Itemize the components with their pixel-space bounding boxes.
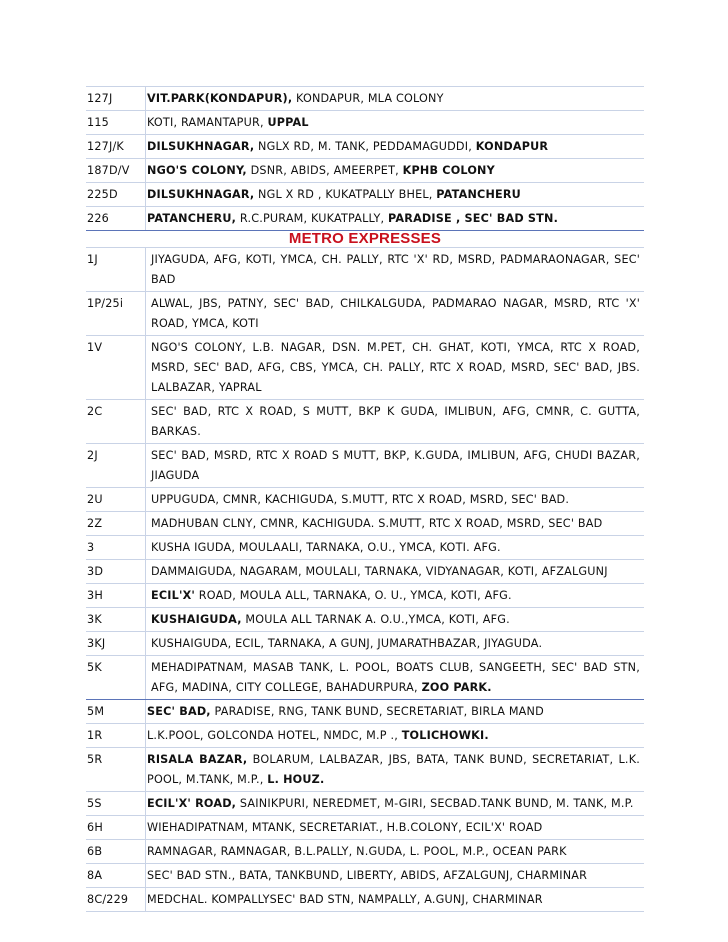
route-code: 2C — [86, 400, 146, 444]
table-row — [86, 159, 644, 183]
route-stop-text: PARADISE, RNG, TANK BUND, SECRETARIAT, BIRLA MAND — [210, 705, 544, 718]
table-row — [86, 512, 644, 536]
route-stop-text: DAMMAIGUDA, NAGARAM, MOULALI, TARNAKA, VIDYANAGAR, KOTI, AFZALGUNJ — [151, 565, 608, 578]
table-row — [86, 792, 644, 816]
table-row — [86, 207, 644, 231]
table-row — [86, 444, 644, 488]
route-stops — [146, 608, 645, 632]
metro-heading-section — [86, 231, 644, 248]
route-stops — [146, 632, 645, 656]
route-stop-text: KOTI, RAMANTAPUR, — [147, 116, 268, 129]
route-terminal: VIT.PARK(KONDAPUR), — [147, 92, 293, 105]
table-row — [86, 888, 644, 912]
route-terminal: ECIL'X' ROAD, — [147, 797, 237, 810]
route-stops — [146, 584, 645, 608]
route-stops — [146, 135, 645, 159]
route-terminal: NGO'S COLONY, — [147, 164, 247, 177]
route-stops — [146, 888, 645, 912]
table-row — [86, 700, 644, 724]
route-stop-text: NGL X RD , KUKATPALLY BHEL, — [254, 188, 437, 201]
route-stop-text: R.C.PURAM, KUKATPALLY, — [236, 212, 389, 225]
route-code: 3H — [86, 584, 146, 608]
route-stop-text: MOULA ALL TARNAK A. O.U.,YMCA, KOTI, AFG. — [241, 613, 510, 626]
route-terminal: PARADISE , SEC' BAD STN. — [388, 212, 559, 225]
route-code: 1V — [86, 336, 146, 400]
route-code: 2J — [86, 444, 146, 488]
route-stop-text: ALWAL, JBS, PATNY, SEC' BAD, CHILKALGUDA, PADMARAO NAGAR, MSRD, RTC 'X' ROAD, YMCA, KOTI — [151, 297, 640, 330]
route-stop-text: SEC' BAD STN., BATA, TANKBUND, LIBERTY, ABIDS, AFZALGUNJ, CHARMINAR — [147, 869, 588, 882]
route-stop-text: KONDAPUR, MLA COLONY — [292, 92, 444, 105]
route-stops — [146, 400, 645, 444]
route-code: 127J — [86, 87, 146, 111]
route-stop-text: SAINIKPURI, NEREDMET, M-GIRI, SECBAD.TANK BUND, M. TANK, M.P. — [236, 797, 634, 810]
route-code: 3 — [86, 536, 146, 560]
table-row — [86, 87, 644, 111]
route-terminal: SEC' BAD, — [147, 705, 211, 718]
table-row — [86, 135, 644, 159]
table-row — [86, 632, 644, 656]
route-code: 2Z — [86, 512, 146, 536]
route-stops — [146, 700, 645, 724]
table-row — [86, 656, 644, 700]
route-stop-text: BOLARUM, LALBAZAR, JBS, BATA, TANK BUND, SECRETARIAT, L.K. POOL, M.TANK, M.P., — [147, 753, 640, 786]
route-stop-text: MEHADIPATNAM, MASAB TANK, L. POOL, BOATS CLUB, SANGEETH, SEC' BAD STN, AFG, MADINA, CITY COLLEGE, BAHADURPURA, — [151, 661, 640, 694]
route-code: 5R — [86, 748, 146, 792]
route-terminal: RISALA BAZAR, — [147, 753, 248, 766]
table-row — [86, 748, 644, 792]
route-terminal: KPHB COLONY — [402, 164, 495, 177]
table-row — [86, 840, 644, 864]
route-code: 225D — [86, 183, 146, 207]
route-stop-text: DSNR, ABIDS, AMEERPET, — [246, 164, 403, 177]
metro-heading-row — [86, 231, 644, 248]
table-row — [86, 248, 644, 292]
route-stop-text: RAMNAGAR, RAMNAGAR, B.L.PALLY, N.GUDA, L. POOL, M.P., OCEAN PARK — [147, 845, 567, 858]
route-stops — [146, 512, 645, 536]
route-code: 6B — [86, 840, 146, 864]
table-row — [86, 488, 644, 512]
route-terminal: DILSUKHNAGAR, — [147, 140, 255, 153]
route-stops — [146, 207, 645, 231]
route-stop-text: SEC' BAD, RTC X ROAD, S MUTT, BKP K GUDA, IMLIBUN, AFG, CMNR, C. GUTTA, BARKAS. — [151, 405, 640, 438]
route-code: 5M — [86, 700, 146, 724]
section-heading: METRO EXPRESSES — [86, 231, 644, 248]
route-stops — [146, 444, 645, 488]
route-stop-text: WIEHADIPATNAM, MTANK, SECRETARIAT., H.B.COLONY, ECIL'X' ROAD — [147, 821, 543, 834]
route-code: 226 — [86, 207, 146, 231]
route-stops — [146, 248, 645, 292]
table-row — [86, 724, 644, 748]
route-terminal: PATANCHERU, — [147, 212, 237, 225]
route-stops — [146, 748, 645, 792]
route-stops — [146, 159, 645, 183]
route-stops — [146, 183, 645, 207]
route-stops — [146, 292, 645, 336]
route-stop-text: L.K.POOL, GOLCONDA HOTEL, NMDC, M.P ., — [147, 729, 402, 742]
metro-routes — [86, 248, 644, 700]
route-stops — [146, 864, 645, 888]
table-row — [86, 400, 644, 444]
table-row — [86, 111, 644, 135]
route-code: 6H — [86, 816, 146, 840]
route-stops — [146, 87, 645, 111]
route-code: 1P/25i — [86, 292, 146, 336]
route-terminal: DILSUKHNAGAR, — [147, 188, 255, 201]
route-terminal: TOLICHOWKI. — [401, 729, 489, 742]
route-stop-text: NGO'S COLONY, L.B. NAGAR, DSN. M.PET, CH. GHAT, KOTI, YMCA, RTC X ROAD, MSRD, SEC' BAD, AFG, CBS, YMCA, CH. PALLY, RTC X ROAD, MSRD, SEC' BAD, JBS. LALBAZAR, YAPRAL — [151, 341, 640, 394]
route-stop-text: ROAD, MOULA ALL, TARNAKA, O. U., YMCA, KOTI, AFG. — [195, 589, 512, 602]
route-stops — [146, 724, 645, 748]
route-stops — [146, 336, 645, 400]
route-stop-text: UPPUGUDA, CMNR, KACHIGUDA, S.MUTT, RTC X ROAD, MSRD, SEC' BAD. — [151, 493, 570, 506]
route-stops — [146, 488, 645, 512]
route-stop-text: MEDCHAL. KOMPALLYSEC' BAD STN, NAMPALLY, A.GUNJ, CHARMINAR — [147, 893, 543, 906]
route-code: 127J/K — [86, 135, 146, 159]
table-row — [86, 816, 644, 840]
route-code: 8C/229 — [86, 888, 146, 912]
route-code: 1J — [86, 248, 146, 292]
route-stops — [146, 816, 645, 840]
route-terminal: ZOO PARK. — [421, 681, 492, 694]
bottom-routes — [86, 700, 644, 912]
route-table — [86, 86, 644, 912]
route-stop-text: SEC' BAD, MSRD, RTC X ROAD S MUTT, BKP, K.GUDA, IMLIBUN, AFG, CHUDI BAZAR, JIAGUDA — [151, 449, 640, 482]
route-code: 115 — [86, 111, 146, 135]
route-stop-text: JIYAGUDA, AFG, KOTI, YMCA, CH. PALLY, RTC 'X' RD, MSRD, PADMARAONAGAR, SEC' BAD — [151, 253, 640, 286]
route-code: 187D/V — [86, 159, 146, 183]
route-stop-text: MADHUBAN CLNY, CMNR, KACHIGUDA. S.MUTT, RTC X ROAD, MSRD, SEC' BAD — [151, 517, 603, 530]
route-stop-text: KUSHAIGUDA, ECIL, TARNAKA, A GUNJ, JUMARATHBAZAR, JIYAGUDA. — [151, 637, 543, 650]
route-terminal: ECIL'X' — [151, 589, 196, 602]
route-code: 5S — [86, 792, 146, 816]
table-row — [86, 292, 644, 336]
route-code: 8A — [86, 864, 146, 888]
route-code: 2U — [86, 488, 146, 512]
table-row — [86, 560, 644, 584]
route-terminal: L. HOUZ. — [267, 773, 325, 786]
table-row — [86, 864, 644, 888]
table-row — [86, 183, 644, 207]
route-code: 3KJ — [86, 632, 146, 656]
table-row — [86, 536, 644, 560]
bus-route-document — [86, 86, 644, 912]
top-routes — [86, 87, 644, 231]
route-stops — [146, 656, 645, 700]
table-row — [86, 584, 644, 608]
route-code: 3K — [86, 608, 146, 632]
route-terminal: PATANCHERU — [436, 188, 521, 201]
route-terminal: KUSHAIGUDA, — [151, 613, 242, 626]
route-stops — [146, 536, 645, 560]
route-stops — [146, 111, 645, 135]
route-code: 1R — [86, 724, 146, 748]
route-stop-text: NGLX RD, M. TANK, PEDDAMAGUDDI, — [254, 140, 476, 153]
route-stops — [146, 792, 645, 816]
route-terminal: KONDAPUR — [475, 140, 549, 153]
route-terminal: UPPAL — [267, 116, 309, 129]
route-stops — [146, 560, 645, 584]
route-code: 3D — [86, 560, 146, 584]
table-row — [86, 608, 644, 632]
route-stops — [146, 840, 645, 864]
route-stop-text: KUSHA IGUDA, MOULAALI, TARNAKA, O.U., YMCA, KOTI. AFG. — [151, 541, 501, 554]
table-row — [86, 336, 644, 400]
route-code: 5K — [86, 656, 146, 700]
